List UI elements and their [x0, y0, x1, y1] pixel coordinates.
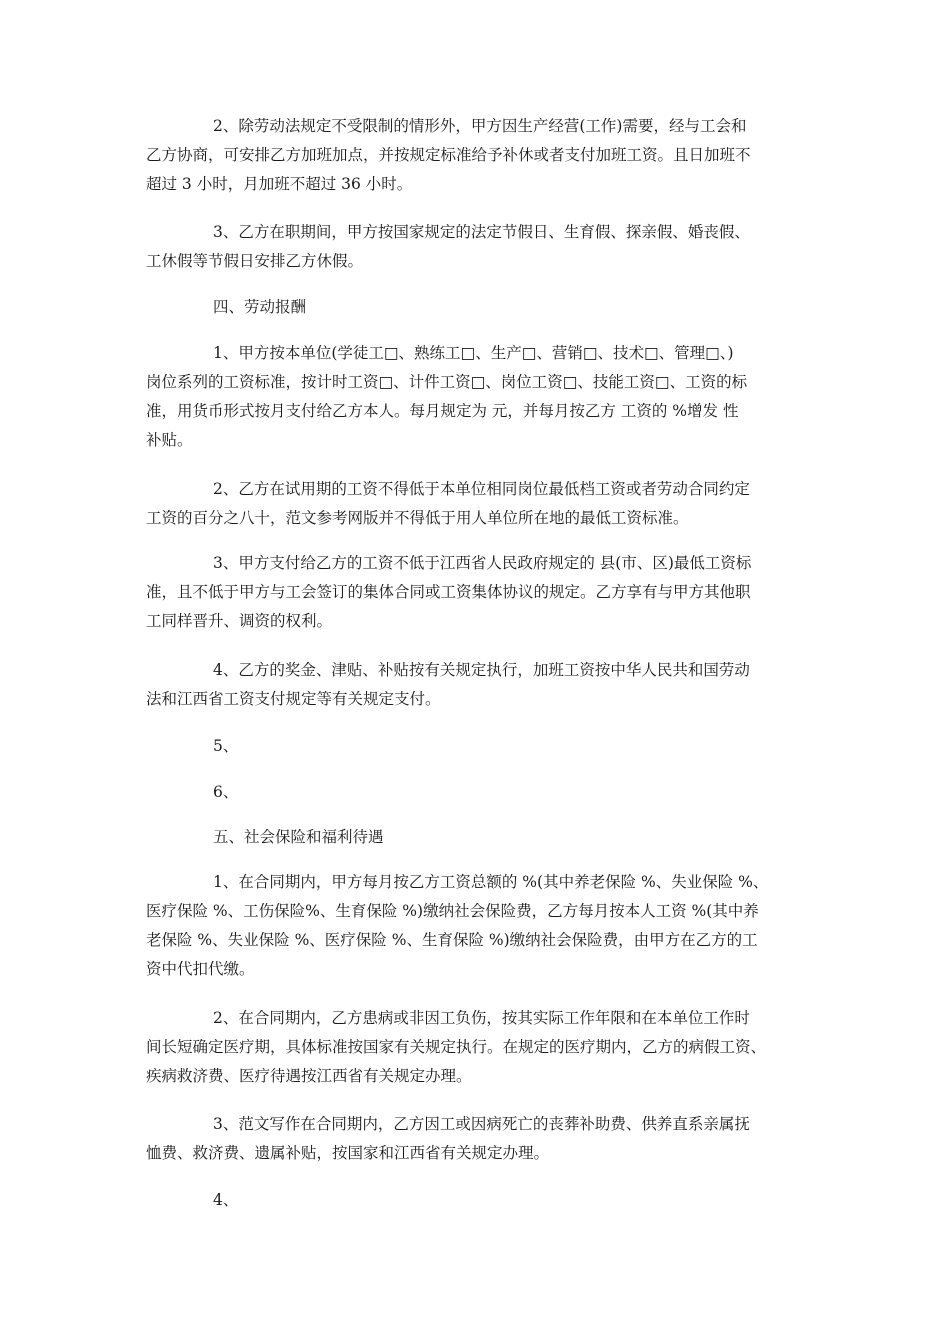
text-line: 准，用货币形式按月支付给乙方本人。每月规定为 元，并每月按乙方 工资的 %增发 性	[146, 402, 739, 420]
text-line: 1、在合同期内，甲方每月按乙方工资总额的 %(其中养老保险 %、失业保险 %、	[213, 873, 769, 891]
paragraph-overtime	[146, 112, 806, 199]
text-line: 资中代扣代缴。	[146, 960, 255, 978]
text-line: 4、乙方的奖金、津贴、补贴按有关规定执行，加班工资按中华人民共和国劳动	[213, 661, 750, 679]
text-line: 工同样晋升、调资的权利。	[146, 612, 333, 630]
section-heading: 五、社会保险和福利待遇	[213, 828, 384, 846]
section-heading-remuneration	[146, 293, 806, 322]
text-line: 5、	[213, 737, 239, 755]
text-line: 间长短确定医疗期，具体标准按国家有关规定执行。在规定的医疗期内，乙方的病假工资、	[146, 1038, 767, 1056]
text-line: 老保险 %、失业保险 %、医疗保险 %、生育保险 %)缴纳社会保险费，由甲方在乙方的工	[146, 931, 758, 949]
paragraph-item-5	[146, 732, 806, 761]
paragraph-item-6	[146, 778, 806, 807]
text-line: 疾病救济费、医疗待遇按江西省有关规定办理。	[146, 1067, 472, 1085]
text-line: 法和江西省工资支付规定等有关规定支付。	[146, 690, 441, 708]
paragraph-item-4	[146, 1186, 806, 1215]
text-line: 乙方协商，可安排乙方加班加点，并按规定标准给予补休或者支付加班工资。且日加班不	[146, 146, 751, 164]
text-line: 1、甲方按本单位(学徒工□、熟练工□、生产□、营销□、技术□、管理□、)	[213, 344, 734, 362]
paragraph-death-benefits	[146, 1110, 806, 1168]
paragraph-insurance-contribution	[146, 868, 806, 984]
text-line: 工资的百分之八十，范文参考网版并不得低于用人单位所在地的最低工资标准。	[146, 509, 689, 527]
paragraph-wage-standard	[146, 339, 806, 455]
text-line: 3、范文写作在合同期内，乙方因工或因病死亡的丧葬补助费、供养直系亲属抚	[213, 1115, 750, 1133]
text-line: 2、在合同期内，乙方患病或非因工负伤，按其实际工作年限和在本单位工作时	[213, 1009, 750, 1027]
text-line: 工休假等节假日安排乙方休假。	[146, 252, 364, 270]
text-line: 医疗保险 %、工伤保险%、生育保险 %)缴纳社会保险费，乙方每月按本人工资 %(其中养	[146, 902, 759, 920]
text-line: 准，且不低于甲方与工会签订的集体合同或工资集体协议的规定。乙方享有与甲方其他职	[146, 583, 751, 601]
paragraph-holidays	[146, 218, 806, 276]
text-line: 4、	[213, 1191, 239, 1209]
section-heading-social-insurance	[146, 823, 806, 852]
text-line: 超过 3 小时，月加班不超过 36 小时。	[146, 175, 413, 193]
text-line: 恤费、救济费、遗属补贴，按国家和江西省有关规定办理。	[146, 1144, 550, 1162]
text-line: 补贴。	[146, 431, 193, 449]
paragraph-probation-wage	[146, 475, 806, 533]
paragraph-minimum-wage	[146, 549, 806, 636]
text-line: 3、乙方在职期间，甲方按国家规定的法定节假日、生育假、探亲假、婚丧假、	[213, 223, 750, 241]
paragraph-medical-period	[146, 1004, 806, 1091]
paragraph-bonus	[146, 656, 806, 714]
text-line: 岗位系列的工资标准，按计时工资□、计件工资□、岗位工资□、技能工资□、工资的标	[146, 373, 748, 391]
text-line: 2、乙方在试用期的工资不得低于本单位相同岗位最低档工资或者劳动合同约定	[213, 480, 750, 498]
text-line: 2、除劳动法规定不受限制的情形外，甲方因生产经营(工作)需要，经与工会和	[213, 117, 747, 135]
text-line: 6、	[213, 783, 239, 801]
text-line: 3、甲方支付给乙方的工资不低于江西省人民政府规定的 县(市、区)最低工资标	[213, 554, 752, 572]
section-heading: 四、劳动报酬	[213, 298, 307, 316]
